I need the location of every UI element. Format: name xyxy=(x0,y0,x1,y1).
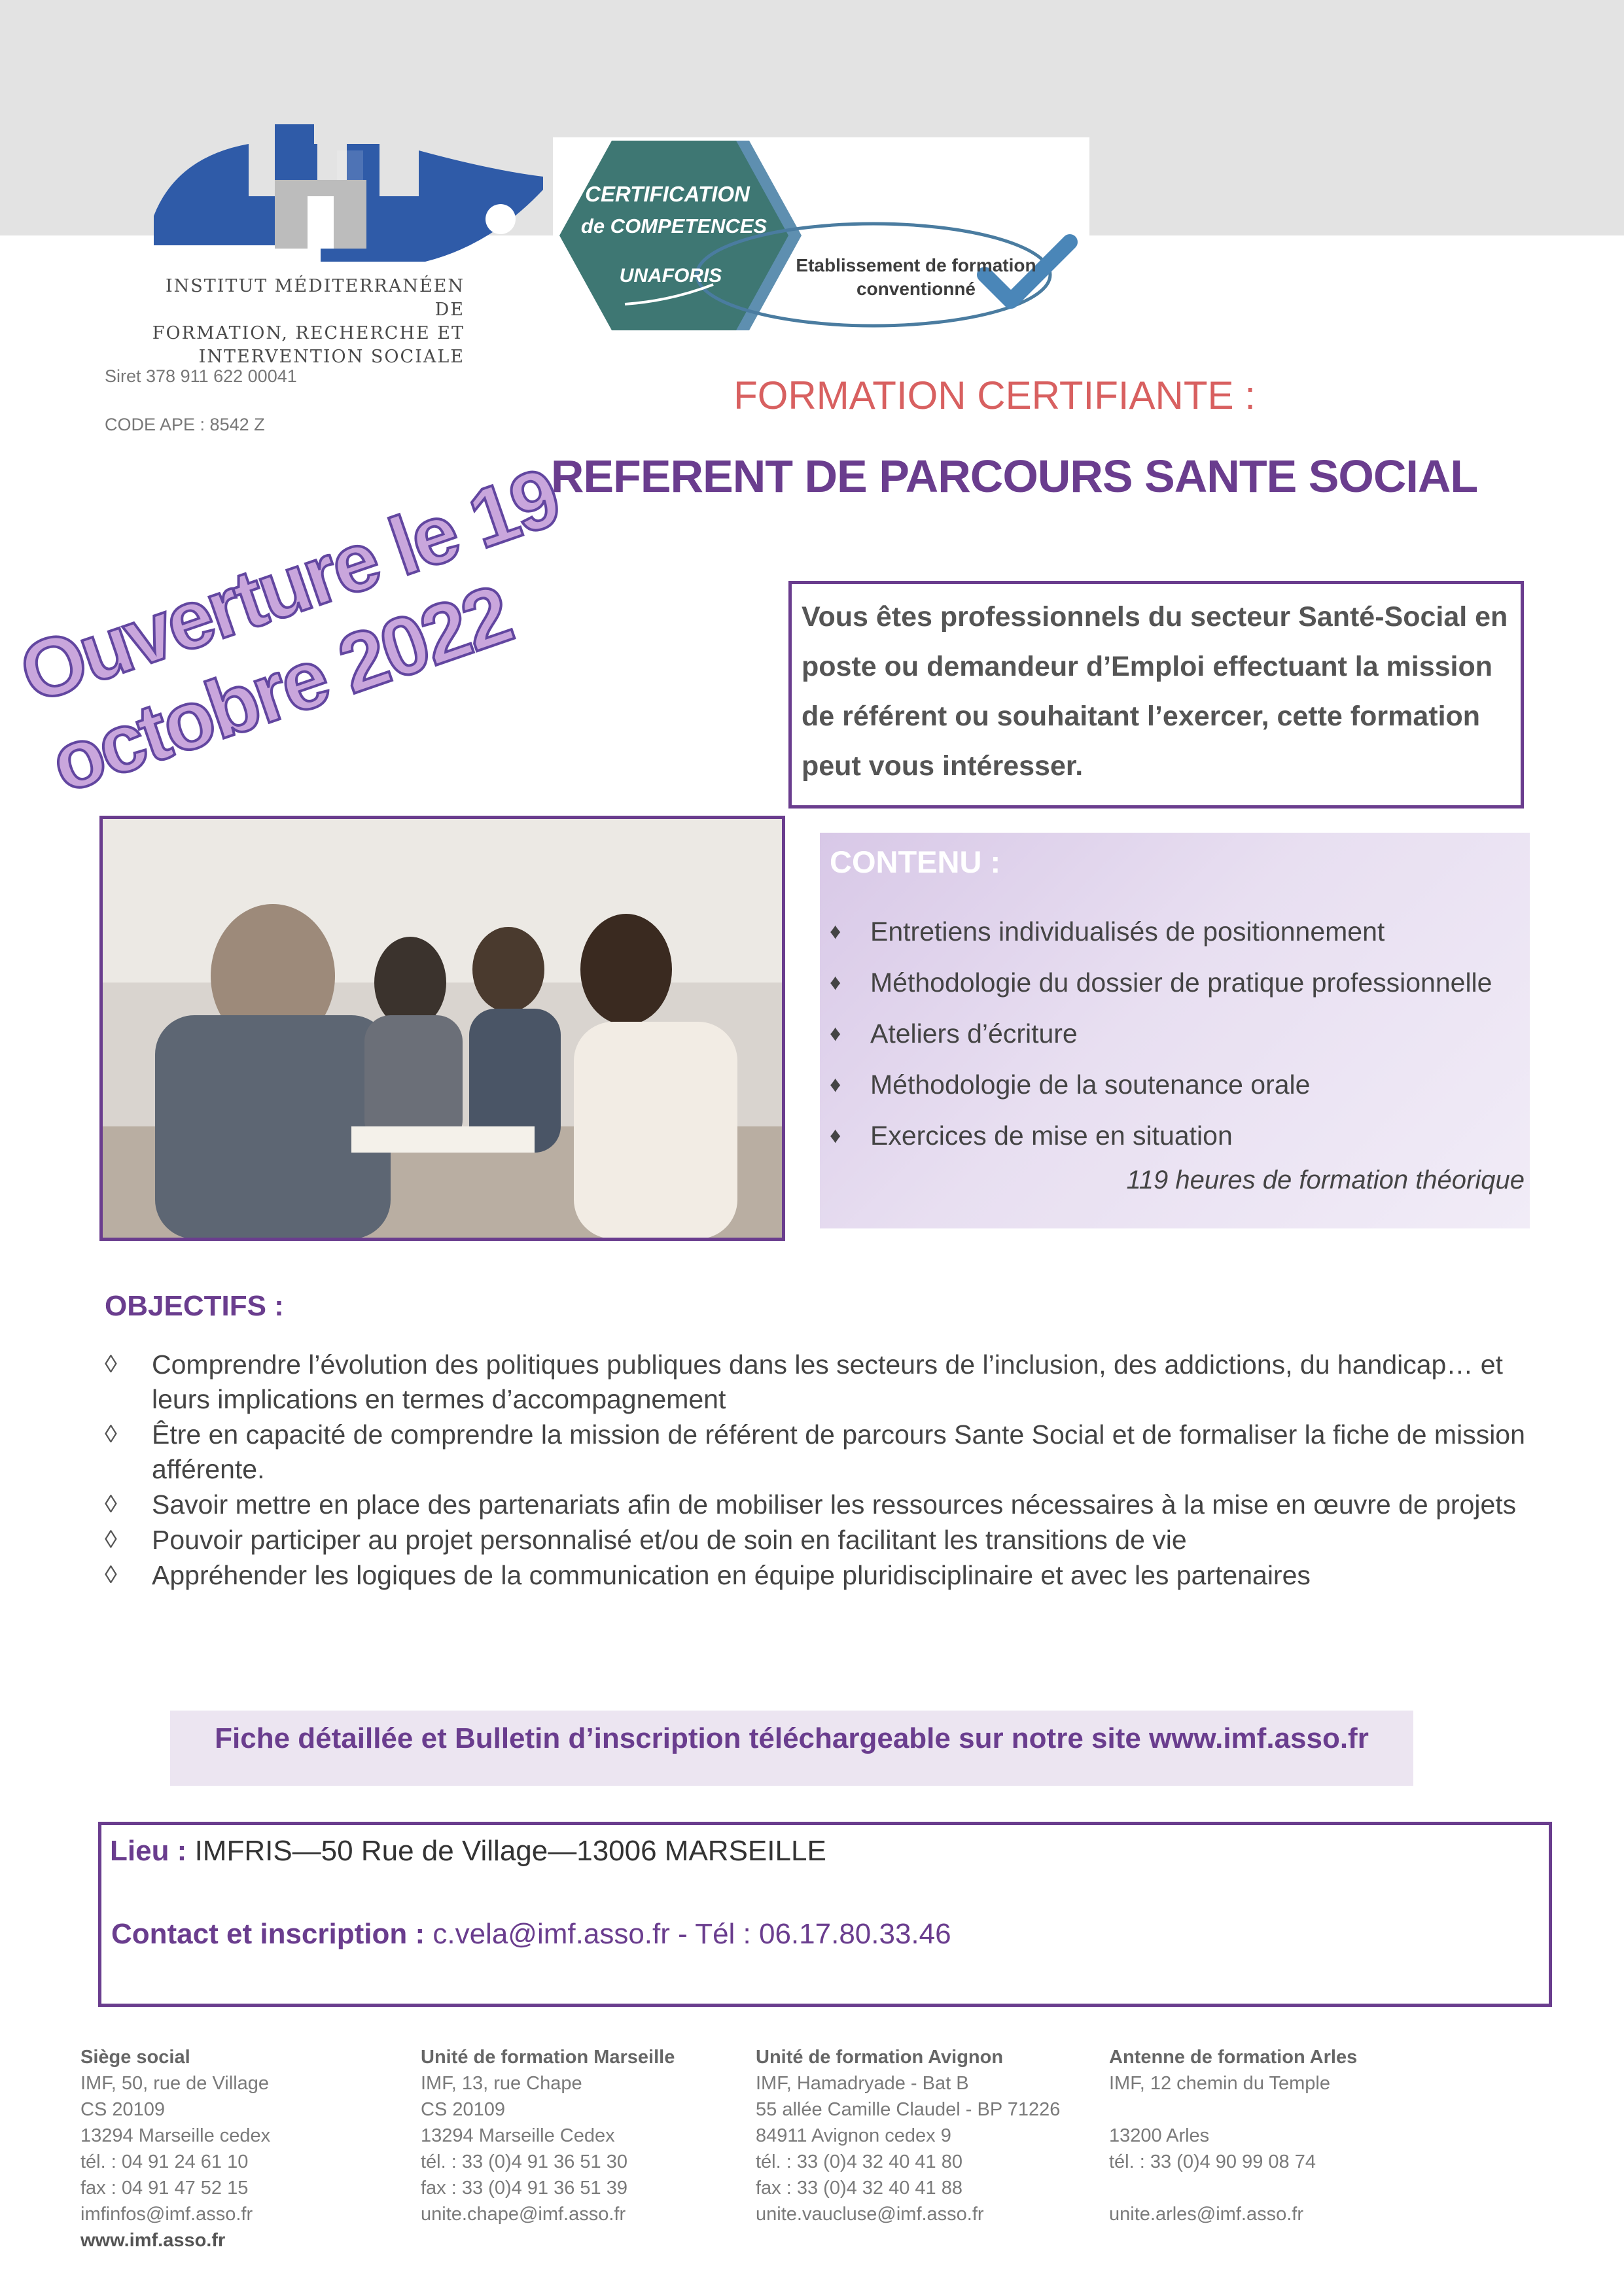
footer-line: CS 20109 xyxy=(421,2099,505,2120)
contenu-item-text: Méthodologie du dossier de pratique professionnelle xyxy=(870,967,1492,998)
institute-name xyxy=(150,275,465,369)
contenu-item-text: Exercices de mise en situation xyxy=(870,1121,1233,1151)
diamond-bullet-icon: ♦ xyxy=(830,970,841,995)
list-item xyxy=(105,1558,1538,1593)
list-item xyxy=(830,1110,1523,1161)
footer-line xyxy=(1109,2096,1357,2123)
footer-line: tél. : 33 (0)4 32 40 41 80 xyxy=(756,2151,962,2172)
imf-logo xyxy=(150,118,543,288)
objectif-text: Comprendre l’évolution des politiques publiques dans les secteurs de l’inclusion, des addictions, du handicap… et leurs implications en termes d’accompagnement xyxy=(152,1349,1503,1414)
contenu-item-text: Ateliers d’écriture xyxy=(870,1018,1078,1049)
list-item xyxy=(105,1523,1538,1557)
footer-heading: Antenne de formation Arles xyxy=(1109,2047,1358,2068)
contact-line xyxy=(111,1918,951,1951)
cert-title-line1: CERTIFICATION xyxy=(585,182,750,206)
etablissement-label: Etablissement de formation conventionné xyxy=(796,255,1036,299)
institute-line-3: INTERVENTION SOCIALE xyxy=(198,347,465,367)
footer-line: tél. : 04 91 24 61 10 xyxy=(80,2151,249,2172)
diamond-outline-bullet-icon: ◊ xyxy=(105,1561,117,1589)
lieu-value: IMFRIS—50 Rue de Village—13006 MARSEILLE xyxy=(194,1835,826,1867)
list-item xyxy=(830,1008,1523,1059)
diamond-outline-bullet-icon: ◊ xyxy=(105,1351,117,1378)
objectif-text: Être en capacité de comprendre la mission de référent de parcours Sante Social et de formaliser la fiche de mission afférente. xyxy=(152,1419,1525,1484)
diamond-bullet-icon: ♦ xyxy=(830,1021,841,1046)
footer-heading: Siège social xyxy=(80,2047,190,2068)
footer-line: fax : 04 91 47 52 15 xyxy=(80,2178,249,2199)
list-item xyxy=(830,957,1523,1008)
footer-siege xyxy=(80,2044,270,2253)
footer-avignon xyxy=(756,2044,1060,2227)
diamond-bullet-icon: ♦ xyxy=(830,1072,841,1097)
opening-date-wordart: Ouverture le 19 octobre 2022 xyxy=(9,450,570,810)
footer-website[interactable]: www.imf.asso.fr xyxy=(80,2230,226,2251)
diamond-outline-bullet-icon: ◊ xyxy=(105,1421,117,1448)
footer-line: tél. : 33 (0)4 90 99 08 74 xyxy=(1109,2151,1316,2172)
contenu-list xyxy=(830,906,1523,1161)
footer-line: fax : 33 (0)4 32 40 41 88 xyxy=(756,2178,962,2199)
siret-number: Siret 378 911 622 00041 xyxy=(105,366,297,386)
objectif-text: Pouvoir participer au projet personnalisé et/ou de soin en facilitant les transitions de vie xyxy=(152,1525,1187,1555)
diamond-bullet-icon: ♦ xyxy=(830,919,841,944)
footer-line: 13294 Marseille Cedex xyxy=(421,2125,615,2146)
footer-email[interactable]: unite.vaucluse@imf.asso.fr xyxy=(756,2204,984,2225)
contenu-item-text: Méthodologie de la soutenance orale xyxy=(870,1070,1311,1100)
list-item xyxy=(830,906,1523,957)
footer-line: fax : 33 (0)4 91 36 51 39 xyxy=(421,2178,627,2199)
footer-line: 55 allée Camille Claudel - BP 71226 xyxy=(756,2099,1061,2120)
intro-text: Vous êtes professionnels du secteur Santé-Social en poste ou demandeur d’Emploi effectuant la mission de référent ou souhaitant l’exercer, cette formation peut vous intéresser. xyxy=(802,601,1508,782)
title-line-2: REFERENT DE PARCOURS SANTE SOCIAL xyxy=(550,451,1478,502)
objectifs-title: OBJECTIFS : xyxy=(105,1290,284,1322)
contact-value[interactable]: c.vela@imf.asso.fr - Tél : 06.17.80.33.46 xyxy=(432,1918,951,1950)
footer-heading: Unité de formation Avignon xyxy=(756,2047,1004,2068)
lieu-line xyxy=(110,1835,826,1868)
footer-email[interactable]: unite.chape@imf.asso.fr xyxy=(421,2204,626,2225)
list-item xyxy=(830,1059,1523,1110)
footer-email[interactable]: unite.arles@imf.asso.fr xyxy=(1109,2204,1303,2225)
photo-illustration xyxy=(103,819,783,1239)
lieu-label: Lieu : xyxy=(110,1835,187,1867)
title-line-1: FORMATION CERTIFIANTE : xyxy=(733,374,1256,417)
contenu-title: CONTENU : xyxy=(830,844,1001,879)
diamond-bullet-icon: ♦ xyxy=(830,1123,841,1148)
footer-line: IMF, Hamadryade - Bat B xyxy=(756,2073,969,2094)
cert-title-line2: de COMPETENCES xyxy=(580,215,768,237)
training-hours: 119 heures de formation théorique xyxy=(1126,1166,1525,1194)
fiche-text: Fiche détaillée et Bulletin d’inscription téléchargeable sur notre site www.imf.asso.fr xyxy=(215,1722,1369,1754)
footer-line: CS 20109 xyxy=(80,2099,165,2120)
footer-line: 13294 Marseille cedex xyxy=(80,2125,271,2146)
unaforis-label: UNAFORIS xyxy=(619,265,722,287)
footer-line xyxy=(1109,2175,1357,2201)
list-item xyxy=(105,1418,1538,1487)
footer-line: tél. : 33 (0)4 91 36 51 30 xyxy=(421,2151,627,2172)
institute-line-1: INSTITUT MÉDITERRANÉEN DE xyxy=(165,276,465,320)
institute-line-2: FORMATION, RECHERCHE ET xyxy=(152,323,465,343)
footer-line: IMF, 12 chemin du Temple xyxy=(1109,2073,1330,2094)
footer-line: 13200 Arles xyxy=(1109,2125,1210,2146)
list-item xyxy=(105,1487,1538,1522)
diamond-outline-bullet-icon: ◊ xyxy=(105,1526,117,1554)
footer-email[interactable]: imfinfos@imf.asso.fr xyxy=(80,2204,253,2225)
footer-line: IMF, 50, rue de Village xyxy=(80,2073,270,2094)
objectif-text: Savoir mettre en place des partenariats afin de mobiliser les ressources nécessaires à la mise en œuvre de projets xyxy=(152,1489,1517,1520)
list-item xyxy=(105,1348,1538,1417)
contenu-item-text: Entretiens individualisés de positionnement xyxy=(870,916,1385,947)
contact-label: Contact et inscription : xyxy=(111,1918,425,1950)
objectifs-list xyxy=(105,1348,1538,1593)
group-photo xyxy=(99,816,785,1241)
footer-line: IMF, 13, rue Chape xyxy=(421,2073,582,2094)
footer-marseille xyxy=(421,2044,675,2227)
footer-heading: Unité de formation Marseille xyxy=(421,2047,675,2068)
code-ape: CODE APE : 8542 Z xyxy=(105,415,265,434)
footer-line: 84911 Avignon cedex 9 xyxy=(756,2125,951,2146)
diamond-outline-bullet-icon: ◊ xyxy=(105,1491,117,1518)
objectif-text: Appréhender les logiques de la communication en équipe pluridisciplinaire et avec les partenaires xyxy=(152,1560,1311,1590)
footer-arles xyxy=(1109,2044,1357,2227)
